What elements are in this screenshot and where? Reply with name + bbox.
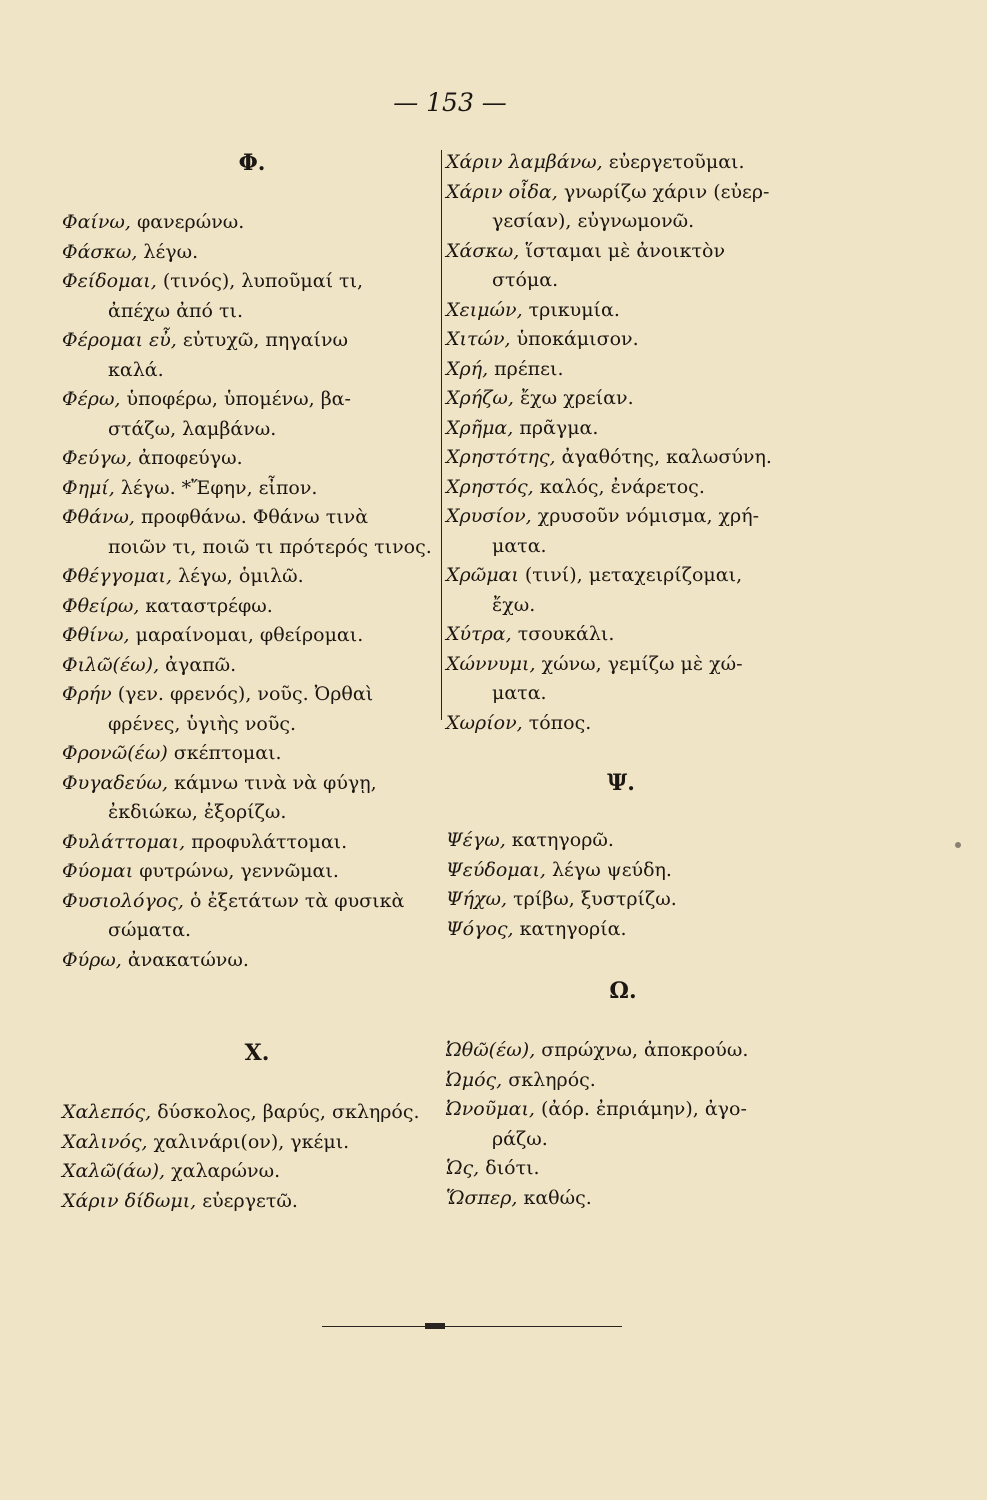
- entry-definition: ἀγαθότης, καλωσύνη.: [561, 446, 772, 468]
- entry-headword: Ψεύδομαι,: [446, 858, 546, 881]
- entry-continuation: ἀπέχω ἀπό τι.: [108, 299, 244, 322]
- entry-headword: Φαίνω,: [62, 211, 131, 233]
- dictionary-entry: [446, 709, 826, 739]
- entry-headword: Ὠνοῦμαι,: [446, 1098, 535, 1120]
- dictionary-entry: [446, 1066, 826, 1096]
- entry-definition: λέγω, ὁμιλῶ.: [178, 565, 304, 587]
- entry-headword: Φύομαι: [62, 860, 134, 882]
- dictionary-entry: [446, 414, 826, 444]
- dictionary-entry: [446, 1095, 826, 1154]
- entry-headword: Χρήζω,: [446, 387, 514, 409]
- entry-definition: εὐτυχῶ, πηγαίνω: [182, 329, 348, 351]
- dictionary-entry: [446, 237, 826, 296]
- entry-headword: Χωρίον,: [446, 711, 523, 734]
- entry-definition: διότι.: [485, 1157, 540, 1179]
- entry-headword: Φρονῶ(έω): [62, 742, 168, 764]
- entry-headword: Φείδομαι,: [62, 270, 157, 292]
- entry-continuation: καλά.: [108, 358, 164, 381]
- dictionary-entry: [446, 178, 826, 237]
- dictionary-entry: [62, 474, 434, 504]
- dictionary-entry: [62, 1128, 434, 1158]
- entry-definition: σπρώχνω, ἀποκρούω.: [541, 1039, 749, 1061]
- entry-headword: Χρυσίον,: [446, 505, 532, 527]
- entry-definition: σκληρός.: [508, 1068, 596, 1091]
- dictionary-entry: [446, 856, 826, 886]
- entry-definition: χαλινάρι(ον), γκέμι.: [153, 1130, 350, 1153]
- entry-headword: Ὡς,: [446, 1157, 480, 1179]
- entry-definition: (τινί), μεταχειρίζομαι,: [524, 564, 743, 586]
- dictionary-entry: [446, 826, 826, 856]
- entry-definition: πρᾶγμα.: [519, 416, 599, 439]
- entry-headword: Ὠθῶ(έω),: [446, 1039, 536, 1061]
- section-letter-psi: Ψ.: [607, 770, 635, 796]
- dictionary-entry: [62, 1157, 434, 1187]
- entry-headword: Ψόγος,: [446, 917, 514, 940]
- dictionary-entry: [62, 267, 434, 326]
- entry-definition: κατηγορία.: [519, 917, 627, 940]
- dictionary-entry: [62, 444, 434, 474]
- entry-definition: σκέπτομαι.: [173, 742, 282, 764]
- entry-continuation: σώματα.: [108, 919, 192, 941]
- entry-continuation: ματα.: [492, 534, 547, 557]
- entry-continuation: ἐκδιώκω, ἐξορίζω.: [108, 801, 287, 823]
- entry-continuation: ματα.: [492, 682, 547, 704]
- entry-headword: Χάσκω,: [446, 239, 520, 262]
- entry-headword: Χώννυμι,: [446, 652, 536, 675]
- dictionary-entry: [446, 296, 826, 326]
- dictionary-entry: [62, 503, 434, 562]
- entry-headword: Ψήχω,: [446, 888, 508, 910]
- entry-headword: Φιλῶ(έω),: [62, 653, 160, 676]
- entry-definition: δύσκολος, βαρύς, σκληρός.: [157, 1101, 420, 1123]
- entry-definition: ἀποφεύγω.: [138, 447, 243, 469]
- entry-headword: Χιτών,: [446, 328, 511, 350]
- column-divider: [441, 150, 442, 720]
- entry-headword: Χάριν δίδωμι,: [62, 1189, 197, 1212]
- dictionary-entry: [62, 887, 434, 946]
- entry-definition: ἵσταμαι μὲ ἀνοικτὸν: [525, 239, 726, 262]
- entry-definition: λέγω.: [143, 240, 199, 263]
- entry-definition: ὁ ἐξετάτων τὰ φυσικὰ: [190, 889, 405, 912]
- entry-definition: ὑποφέρω, ὑπομένω, βα-: [126, 388, 351, 410]
- entry-continuation: ράζω.: [492, 1127, 548, 1150]
- entry-headword: Χρῶμαι: [446, 564, 519, 586]
- dictionary-entry: [446, 443, 826, 473]
- entry-definition: λέγω. *Ἔφην, εἶπον.: [120, 476, 318, 499]
- dictionary-entry: [446, 473, 826, 503]
- dictionary-entry: [62, 1187, 434, 1217]
- entry-continuation: φρένες, ὑγιὴς νοῦς.: [108, 712, 297, 735]
- entry-continuation: ποιῶν τι, ποιῶ τι πρότερός τινος.: [108, 535, 432, 558]
- dictionary-entry: [62, 946, 434, 976]
- dictionary-entry: [62, 739, 434, 769]
- entry-headword: Χαλινός,: [62, 1130, 148, 1153]
- entry-headword: Φθείρω,: [62, 594, 140, 617]
- entry-headword: Χειμών,: [446, 298, 523, 321]
- entry-definition: χαλαρώνω.: [171, 1160, 281, 1182]
- entry-headword: Χαλῶ(άω),: [62, 1160, 166, 1182]
- dictionary-entry: [62, 680, 434, 739]
- entry-definition: ἀνακατώνω.: [127, 948, 249, 971]
- page-speck: [955, 842, 961, 848]
- entry-definition: γνωρίζω χάριν (εὐερ-: [563, 180, 770, 203]
- entry-continuation: ἔχω.: [492, 593, 536, 616]
- entry-definition: φανερώνω.: [137, 211, 245, 233]
- entry-continuation: στάζω, λαμβάνω.: [108, 417, 277, 440]
- entry-headword: Φέρω,: [62, 388, 121, 410]
- entry-definition: κατηγορῶ.: [511, 829, 614, 851]
- entry-headword: Ὠμός,: [446, 1068, 503, 1091]
- entry-headword: Φθάνω,: [62, 506, 135, 528]
- entry-headword: Φυλάττομαι,: [62, 830, 186, 853]
- section-letter-chi: Χ.: [244, 1040, 270, 1066]
- entry-definition: καταστρέφω.: [145, 594, 273, 617]
- dictionary-entry: [62, 385, 434, 444]
- entry-headword: Χρηστότης,: [446, 446, 556, 468]
- dictionary-entry: [62, 828, 434, 858]
- entry-headword: Ψέγω,: [446, 829, 506, 851]
- entry-headword: Φέρομαι εὖ,: [62, 329, 177, 351]
- entry-definition: εὐεργετῶ.: [202, 1189, 298, 1212]
- entry-headword: Χαλεπός,: [62, 1101, 152, 1123]
- section-letter-omega: Ω.: [609, 978, 637, 1004]
- entry-headword: Χρή,: [446, 357, 489, 380]
- entry-definition: (γεν. φρενός), νοῦς. Ὀρθαὶ: [117, 683, 374, 705]
- entry-headword: Φυγαδεύω,: [62, 771, 169, 794]
- entry-definition: τόπος.: [528, 711, 592, 734]
- dictionary-entry: [62, 562, 434, 592]
- entry-headword: Χρῆμα,: [446, 416, 514, 439]
- dictionary-entry: [62, 651, 434, 681]
- dictionary-entry: [446, 148, 826, 178]
- entry-headword: Χρηστός,: [446, 475, 534, 498]
- dictionary-entry: [62, 769, 434, 828]
- dictionary-entry: [446, 1184, 826, 1214]
- entry-continuation: γεσίαν), εὐγνωμονῶ.: [492, 210, 695, 232]
- entry-headword: Φθέγγομαι,: [62, 565, 173, 587]
- entry-headword: Φεύγω,: [62, 447, 133, 469]
- entry-definition: κάμνω τινὰ νὰ φύγῃ,: [174, 771, 377, 794]
- dictionary-entry: [62, 1098, 434, 1128]
- entry-definition: εὐεργετοῦμαι.: [608, 151, 745, 173]
- entry-definition: ὑποκάμισον.: [516, 328, 639, 350]
- section-letter-phi: Φ.: [238, 150, 266, 176]
- entry-definition: προφυλάττομαι.: [191, 830, 348, 853]
- dictionary-entry: [446, 650, 826, 709]
- dictionary-entry: [446, 325, 826, 355]
- dictionary-entry: [62, 238, 434, 268]
- entry-definition: ἔχω χρείαν.: [519, 387, 634, 409]
- entry-headword: Χύτρα,: [446, 623, 512, 645]
- entry-definition: φυτρώνω, γεννῶμαι.: [139, 860, 339, 882]
- footer-mark: [425, 1323, 445, 1329]
- entry-definition: προφθάνω. Φθάνω τινὰ: [140, 506, 369, 528]
- dictionary-entry: [446, 1154, 826, 1184]
- dictionary-entry: [62, 326, 434, 385]
- entry-headword: Φύρω,: [62, 948, 122, 971]
- dictionary-entry: [446, 620, 826, 650]
- dictionary-entry: [446, 885, 826, 915]
- entry-definition: τρικυμία.: [528, 298, 620, 321]
- entry-definition: μαραίνομαι, φθείρομαι.: [135, 624, 364, 646]
- dictionary-entry: [62, 208, 434, 238]
- entry-definition: χώνω, γεμίζω μὲ χώ-: [541, 652, 743, 675]
- entry-definition: καθώς.: [523, 1186, 592, 1209]
- entry-definition: πρέπει.: [494, 357, 564, 380]
- dictionary-entry: [446, 355, 826, 385]
- dictionary-entry: [446, 915, 826, 945]
- entry-definition: ἀγαπῶ.: [165, 653, 237, 676]
- dictionary-entry: [446, 1036, 826, 1066]
- page-number: — 153 —: [393, 88, 507, 117]
- entry-definition: λέγω ψεύδη.: [552, 858, 672, 881]
- entry-headword: Φυσιολόγος,: [62, 889, 184, 912]
- entry-definition: (τινός), λυποῦμαί τι,: [162, 270, 364, 292]
- dictionary-entry: [446, 502, 826, 561]
- dictionary-entry: [62, 621, 434, 651]
- entry-headword: Φημί,: [62, 476, 115, 499]
- entry-continuation: στόμα.: [492, 269, 559, 291]
- dictionary-entry: [446, 561, 826, 620]
- footer-rule: [322, 1326, 622, 1327]
- dictionary-entry: [62, 592, 434, 622]
- entry-headword: Φθίνω,: [62, 624, 130, 646]
- entry-definition: τσουκάλι.: [517, 623, 615, 645]
- entry-definition: (ἀόρ. ἐπριάμην), ἀγο-: [541, 1098, 747, 1120]
- dictionary-entry: [62, 857, 434, 887]
- entry-definition: τρίβω, ξυστρίζω.: [513, 888, 677, 910]
- entry-definition: χρυσοῦν νόμισμα, χρή-: [537, 505, 760, 527]
- dictionary-entry: [446, 384, 826, 414]
- entry-headword: Χάριν λαμβάνω,: [446, 151, 603, 173]
- entry-headword: Φρήν: [62, 683, 112, 705]
- entry-definition: καλός, ἐνάρετος.: [539, 475, 705, 498]
- entry-headword: Ὥσπερ,: [446, 1186, 518, 1209]
- entry-headword: Φάσκω,: [62, 240, 138, 263]
- entry-headword: Χάριν οἶδα,: [446, 180, 558, 203]
